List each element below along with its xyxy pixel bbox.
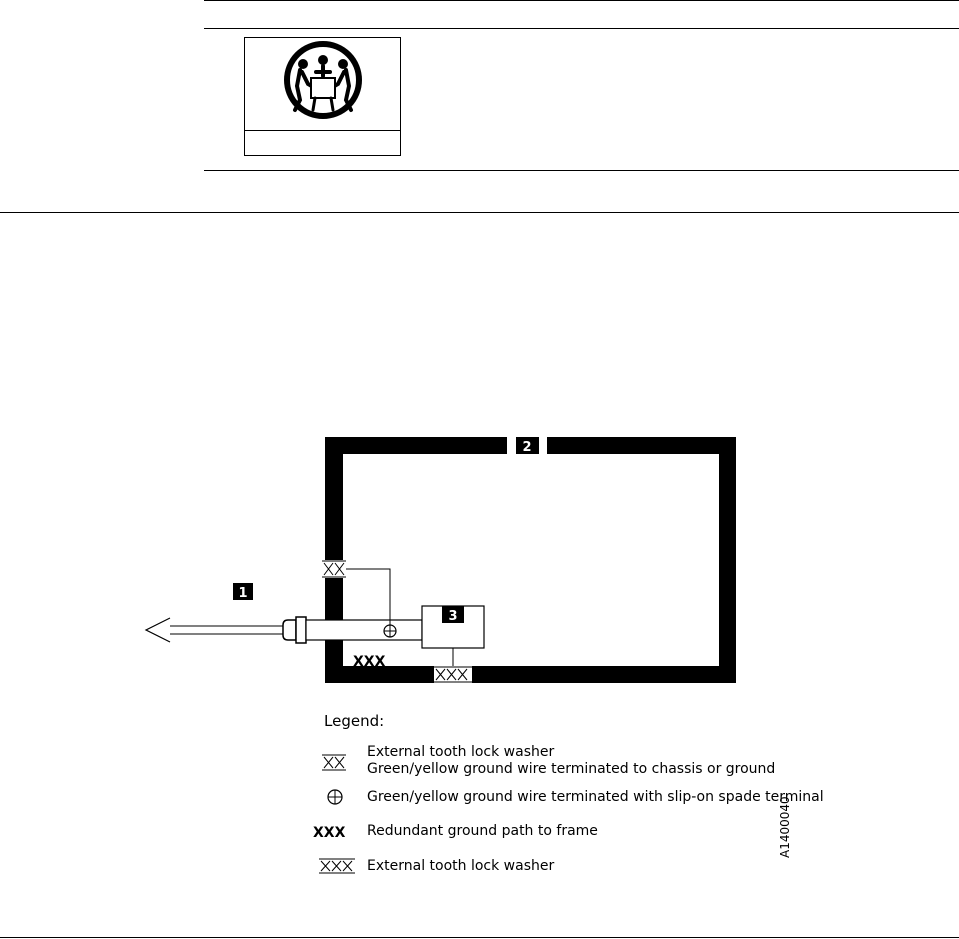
legend-title: Legend: [324, 712, 385, 730]
figure-id: A1400040 [778, 796, 792, 858]
legend-symbol-xxx-boxed [319, 859, 355, 873]
legend-symbol-xx [322, 755, 346, 770]
legend-item-1-line-2: Green/yellow ground wire terminated to chassis or ground [367, 761, 776, 777]
callout-3-label: 3 [448, 609, 458, 624]
legend-symbol-circle-plus [328, 790, 342, 804]
redundant-path-mark: XXX [353, 654, 386, 670]
callout-2-label: 2 [522, 440, 532, 455]
legend-item-3-line-1: Redundant ground path to frame [367, 823, 598, 839]
legend-symbol-xxx-bold: XXX [313, 825, 346, 841]
legend-item-2-line-1: Green/yellow ground wire terminated with slip-on spade terminal [367, 789, 824, 805]
legend-item-4-line-1: External tooth lock washer [367, 858, 555, 874]
legend-item-1-line-1: External tooth lock washer [367, 744, 555, 760]
callout-1-label: 1 [238, 586, 248, 601]
